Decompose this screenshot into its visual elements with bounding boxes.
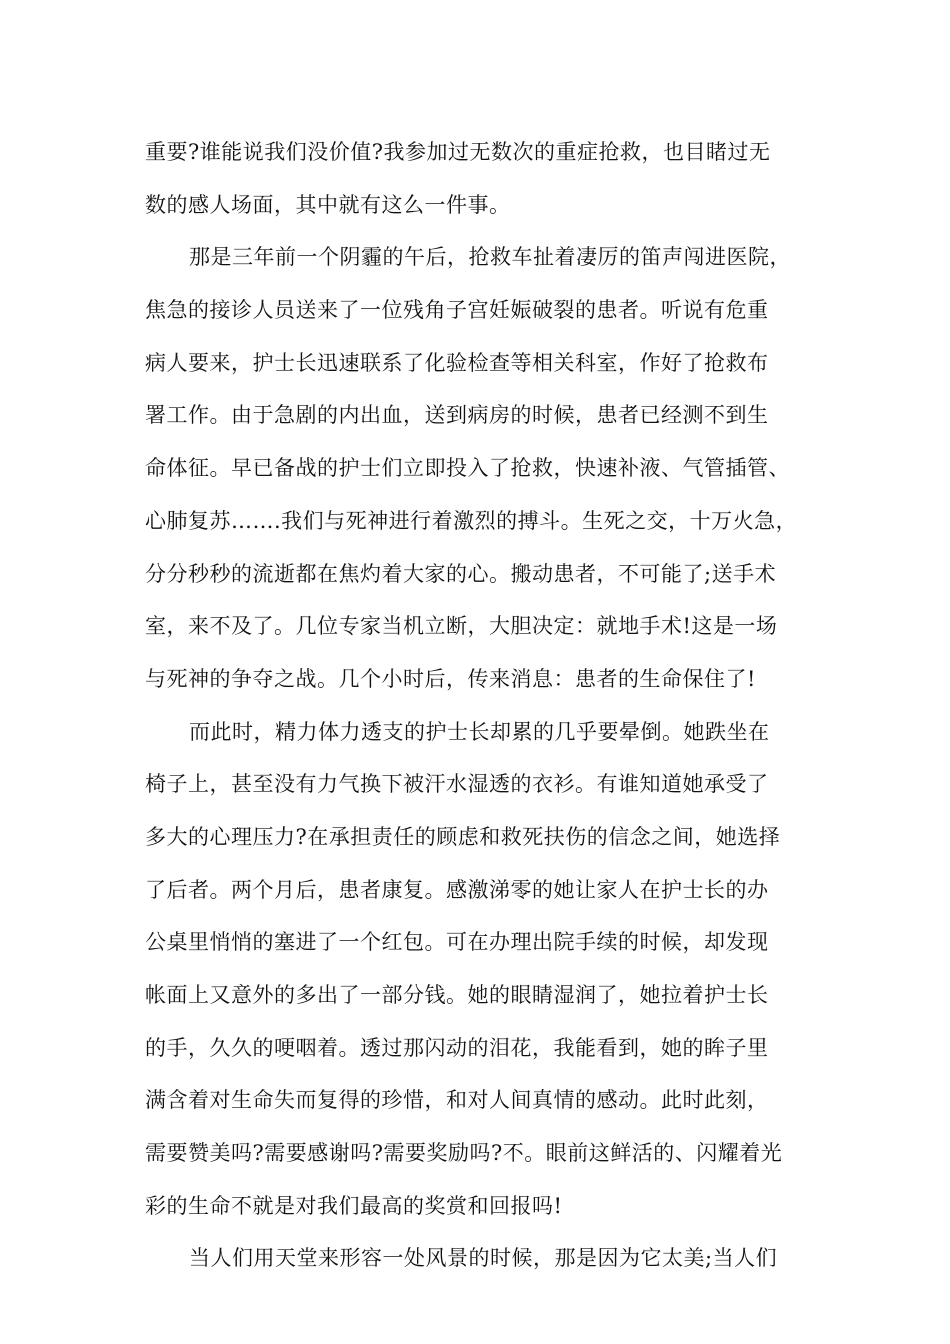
paragraph-first-line: 当人们用天堂来形容一处风景的时候，那是因为它太美;当人们 (189, 1246, 778, 1271)
document-body (145, 126, 825, 1285)
text-line: 的手，久久的哽咽着。透过那闪动的泪花，我能看到，她的眸子里 (145, 1035, 769, 1060)
text-line: 椅子上，甚至没有力气换下被汗水湿透的衣衫。有谁知道她承受了 (145, 772, 769, 797)
text-line: 命体征。早已备战的护士们立即投入了抢救，快速补液、气管插管、 (145, 456, 790, 481)
text-line: 分分秒秒的流逝都在焦灼着大家的心。搬动患者，不可能了;送手术 (145, 561, 777, 586)
paragraph-first-line: 而此时，精力体力透支的护士长却累的几乎要晕倒。她跌坐在 (189, 719, 770, 744)
text-line: 与死神的争夺之战。几个小时后，传来消息：患者的生命保住了! (145, 666, 756, 691)
text-line: 重要?谁能说我们没价值?我参加过无数次的重症抢救，也目睹过无 (145, 140, 771, 164)
text-line: 满含着对生命失而复得的珍惜，和对人间真情的感动。此时此刻， (145, 1088, 769, 1113)
text-line: 多大的心理压力?在承担责任的顾虑和救死扶伤的信念之间，她选择 (145, 824, 781, 849)
paragraph-first-line: 那是三年前一个阴霾的午后，抢救车扯着凄厉的笛声闯进医院， (189, 245, 791, 270)
text-line: 焦急的接诊人员送来了一位残角子宫妊娠破裂的患者。听说有危重 (145, 298, 769, 323)
text-line: 帐面上又意外的多出了一部分钱。她的眼睛湿润了，她拉着护士长 (145, 983, 769, 1007)
text-line: 室，来不及了。几位专家当机立断，大胆决定：就地手术!这是一场 (145, 614, 778, 639)
text-line: 彩的生命不就是对我们最高的奖赏和回报吗! (145, 1193, 563, 1218)
text-line: 需要赞美吗?需要感谢吗?需要奖励吗?不。眼前这鲜活的、闪耀着光 (145, 1141, 783, 1166)
text-line: 数的感人场面，其中就有这么一件事。 (145, 192, 511, 217)
text-line: 了后者。两个月后，患者康复。感激涕零的她让家人在护士长的办 (145, 877, 769, 902)
text-line: 署工作。由于急剧的内出血，送到病房的时候，患者已经测不到生 (145, 403, 769, 428)
text-line: 公桌里悄悄的塞进了一个红包。可在办理出院手续的时候，却发现 (145, 930, 769, 955)
text-line: 心肺复苏…….我们与死神进行着激烈的搏斗。生死之交，十万火急， (145, 508, 798, 533)
text-line: 病人要来，护士长迅速联系了化验检查等相关科室，作好了抢救布 (145, 350, 769, 375)
